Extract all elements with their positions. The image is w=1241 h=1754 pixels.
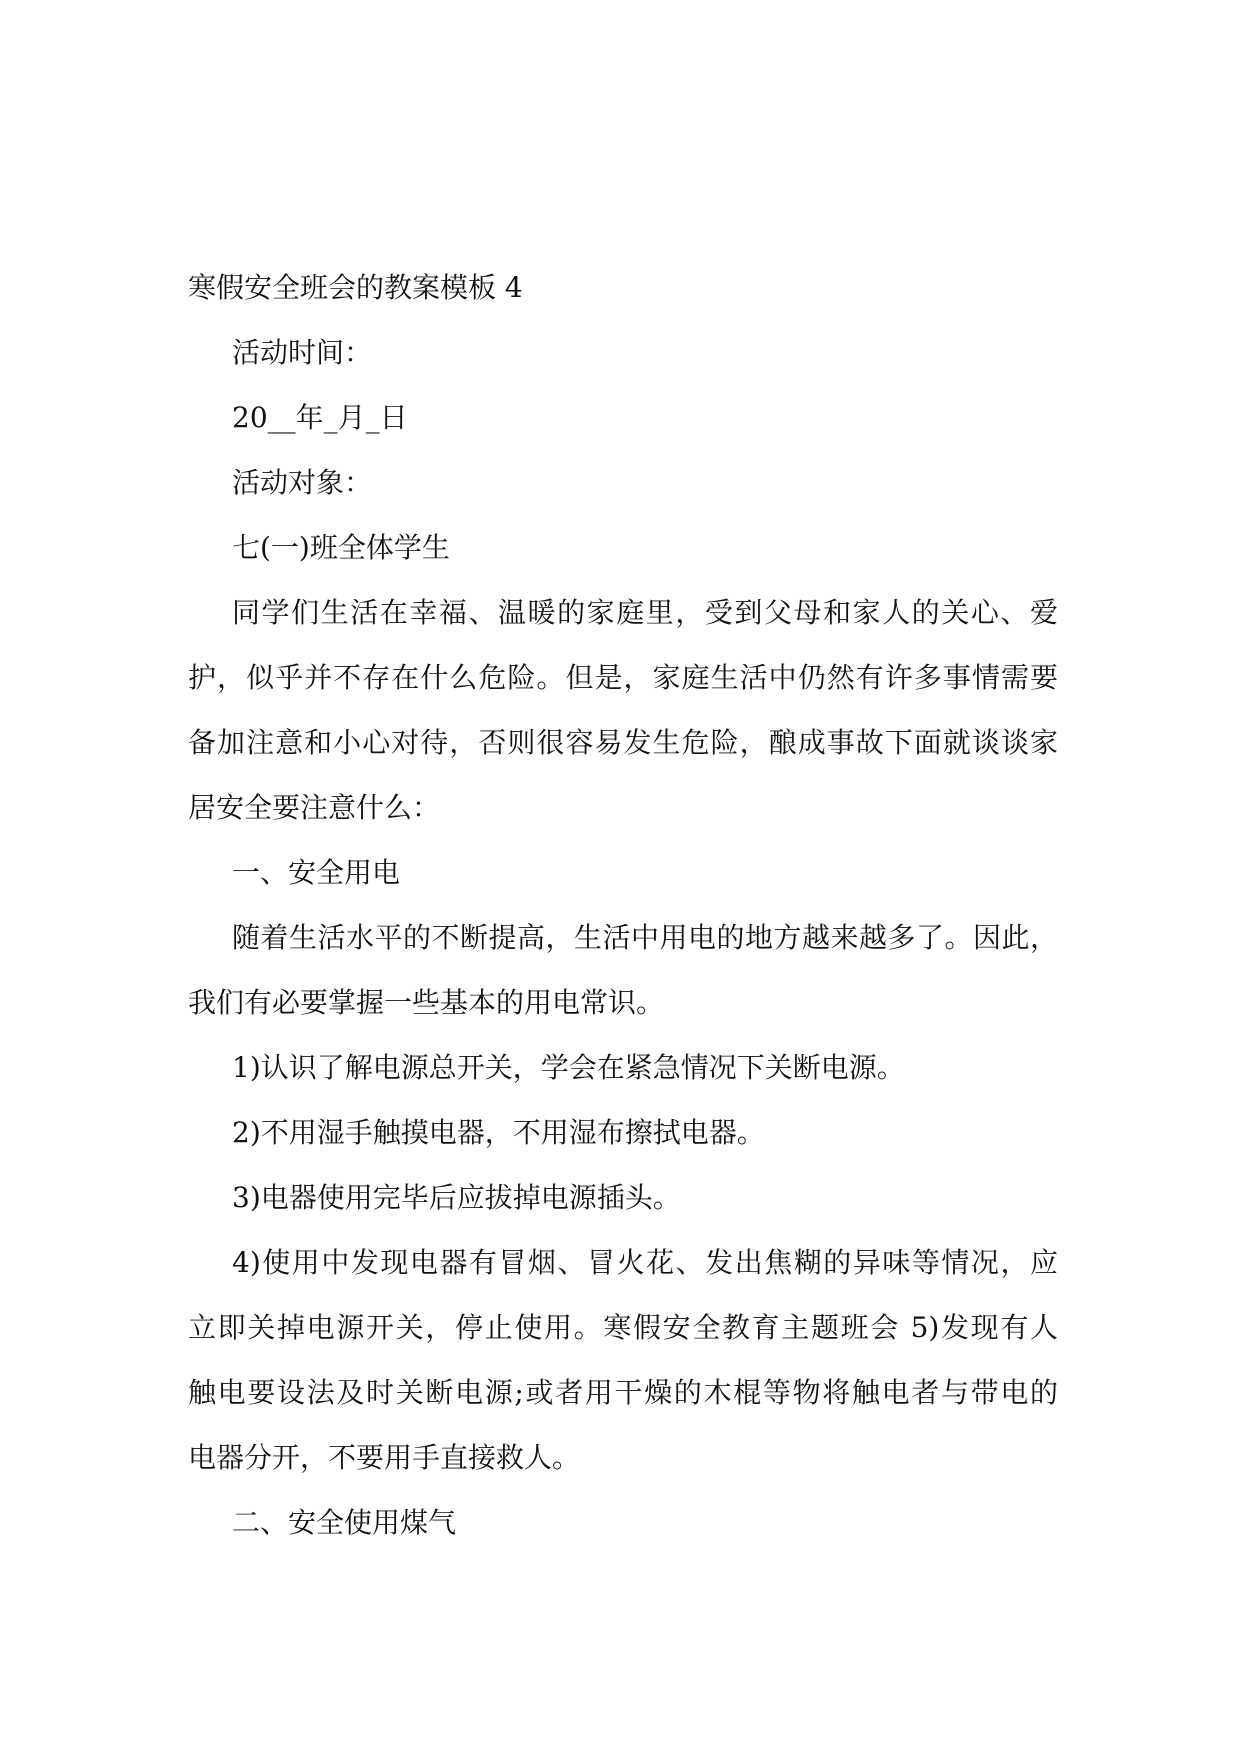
- document-title: 寒假安全班会的教案模板 4: [188, 271, 523, 304]
- document-body: [188, 266, 1058, 1544]
- activity-date: 20__年_月_日: [232, 401, 408, 434]
- paragraph-electricity-line-2: 我们有必要掌握一些基本的用电常识。: [188, 986, 665, 1019]
- activity-time-label: 活动时间：: [232, 336, 373, 369]
- section-heading-gas: 二、安全使用煤气: [232, 1506, 457, 1539]
- paragraph-intro-line-1: 同学们生活在幸福、温暖的家庭里，受到父母和家人的关心、爱: [232, 596, 1058, 629]
- list-item-5-line-1: 触电要设法及时关断电源;或者用干燥的木棍等物将触电者与带电的: [188, 1376, 1058, 1409]
- section-heading-electricity: 一、安全用电: [232, 856, 401, 889]
- list-item-5-line-2: 电器分开，不要用手直接救人。: [188, 1441, 581, 1474]
- list-item-3: 3)电器使用完毕后应拔掉电源插头。: [232, 1181, 681, 1214]
- paragraph-intro-line-4: 居安全要注意什么：: [188, 791, 441, 824]
- list-item-4-line-2: 立即关掉电源开关，停止使用。寒假安全教育主题班会 5)发现有人: [188, 1311, 1058, 1344]
- paragraph-intro-line-3: 备加注意和小心对待，否则很容易发生危险，酿成事故下面就谈谈家: [188, 726, 1058, 759]
- paragraph-electricity-line-1: 随着生活水平的不断提高，生活中用电的地方越来越多了。因此，: [232, 921, 1058, 954]
- list-item-4-line-1: 4)使用中发现电器有冒烟、冒火花、发出焦糊的异味等情况，应: [232, 1246, 1058, 1279]
- activity-target: 七(一)班全体学生: [232, 531, 450, 564]
- paragraph-intro-line-2: 护，似乎并不存在什么危险。但是，家庭生活中仍然有许多事情需要: [188, 661, 1058, 694]
- list-item-1: 1)认识了解电源总开关，学会在紧急情况下关断电源。: [232, 1051, 905, 1084]
- list-item-2: 2)不用湿手触摸电器，不用湿布擦拭电器。: [232, 1116, 765, 1149]
- activity-target-label: 活动对象：: [232, 466, 373, 499]
